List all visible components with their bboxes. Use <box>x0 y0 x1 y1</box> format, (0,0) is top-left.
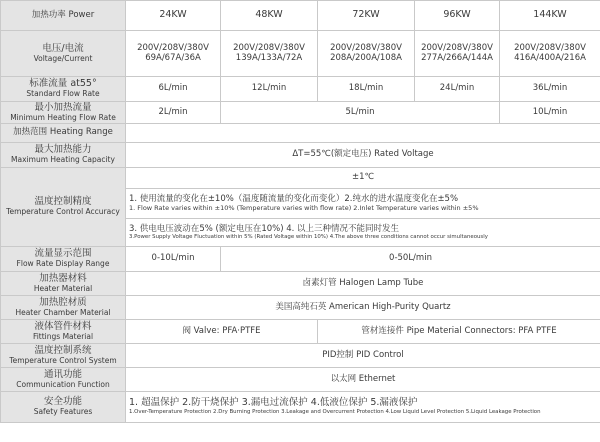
chamber-material-value: 美国高纯石英 American High-Purity Quartz <box>126 296 600 320</box>
row-max-capacity <box>1 143 600 168</box>
row-temp-accuracy-main <box>1 168 600 189</box>
label-temp-control: 温度控制系统 Temperature Control System <box>1 344 126 368</box>
row-heating-range <box>1 124 600 143</box>
row-power <box>1 1 600 31</box>
standard-flow-72kw: 18L/min <box>318 77 415 102</box>
voltage-144kw: 200V/208V/380V 416A/400A/216A <box>500 31 600 77</box>
label-temp-accuracy: 温度控制精度 Temperature Control Accuracy <box>1 168 126 247</box>
heating-range-value <box>126 124 600 143</box>
label-fittings: 液体管件材料 Fittings Material <box>1 320 126 344</box>
safety-value: 1. 超温保护 2.防干烧保护 3.漏电过流保护 4.低液位保护 5.漏液保护 1.Over-Temperature Protection 2.Dry Burning Protection 3.Leakage and Overcurrent Protection 4.Low Liquid Level Protection 5.Liquid Leakage Protection <box>126 392 600 423</box>
row-temp-control <box>1 344 600 368</box>
voltage-24kw: 200V/208V/380V 69A/67A/36A <box>126 31 221 77</box>
row-heater-material <box>1 272 600 296</box>
temp-accuracy-conditions-2: 3. 供电电压波动在5% (额定电压在10%) 4. 以上三种情况不能同时发生 3.Power Supply Voltage Fluctuation within 5% (Rated Voltage within 10%) 4.The above three conditions cannot occur simultaneously <box>126 219 600 247</box>
temp-accuracy-main: ±1℃ <box>126 168 600 189</box>
flow-display-48-144kw: 0-50L/min <box>221 247 600 272</box>
fittings-valve: 阀 Valve: PFA·PTFE <box>126 320 318 344</box>
temp-control-value: PID控制 PID Control <box>126 344 600 368</box>
temp-accuracy-conditions-1: 1. 使用流量的变化在±10%（温度随流量的变化而变化）2.纯水的进水温度变化在±5% 1. Flow Rate varies within ±10% (Temperature varies with flow rate) 2.Inlet Temperature varies within ±5% <box>126 189 600 219</box>
model-24kw: 24KW <box>126 1 221 31</box>
heater-material-value: 卤素灯管 Halogen Lamp Tube <box>126 272 600 296</box>
label-power: 加热功率 Power <box>1 1 126 31</box>
row-safety <box>1 392 600 423</box>
max-capacity-value: ΔT=55℃(额定电压) Rated Voltage <box>126 143 600 168</box>
row-standard-flow <box>1 77 600 102</box>
standard-flow-96kw: 24L/min <box>415 77 500 102</box>
row-communication <box>1 368 600 392</box>
model-72kw: 72KW <box>318 1 415 31</box>
label-heater-material: 加热器材料 Heater Material <box>1 272 126 296</box>
fittings-connectors: 管材连接件 Pipe Material Connectors: PFA PTFE <box>318 320 600 344</box>
model-144kw: 144KW <box>500 1 600 31</box>
label-safety: 安全功能 Safety Features <box>1 392 126 423</box>
row-flow-display <box>1 247 600 272</box>
row-min-flow <box>1 102 600 124</box>
row-chamber-material <box>1 296 600 320</box>
standard-flow-24kw: 6L/min <box>126 77 221 102</box>
label-voltage <box>1 31 126 77</box>
label-communication: 通讯功能 Communication Function <box>1 368 126 392</box>
label-chamber-material: 加热腔材质 Heater Chamber Material <box>1 296 126 320</box>
label-flow-display: 流量显示范围 Flow Rate Display Range <box>1 247 126 272</box>
min-flow-24kw: 2L/min <box>126 102 221 124</box>
min-flow-144kw: 10L/min <box>500 102 600 124</box>
voltage-48kw: 200V/208V/380V 139A/133A/72A <box>221 31 318 77</box>
row-fittings <box>1 320 600 344</box>
model-48kw: 48KW <box>221 1 318 31</box>
label-max-capacity: 最大加热能力 Maximum Heating Capacity <box>1 143 126 168</box>
communication-value: 以太网 Ethernet <box>126 368 600 392</box>
label-heating-range: 加热范围 Heating Range <box>1 124 126 143</box>
voltage-72kw: 200V/208V/380V 208A/200A/108A <box>318 31 415 77</box>
label-min-flow: 最小加热流量 Minimum Heating Flow Rate <box>1 102 126 124</box>
flow-display-24kw: 0-10L/min <box>126 247 221 272</box>
standard-flow-48kw: 12L/min <box>221 77 318 102</box>
row-voltage <box>1 31 600 77</box>
model-96kw: 96KW <box>415 1 500 31</box>
min-flow-48-96kw: 5L/min <box>221 102 500 124</box>
voltage-96kw: 200V/208V/380V 277A/266A/144A <box>415 31 500 77</box>
label-voltage-cn: 电压/电流 <box>42 42 84 54</box>
label-voltage-en: Voltage/Current <box>33 53 93 63</box>
label-standard-flow: 标准流量 at55° Standard Flow Rate <box>1 77 126 102</box>
standard-flow-144kw: 36L/min <box>500 77 600 102</box>
